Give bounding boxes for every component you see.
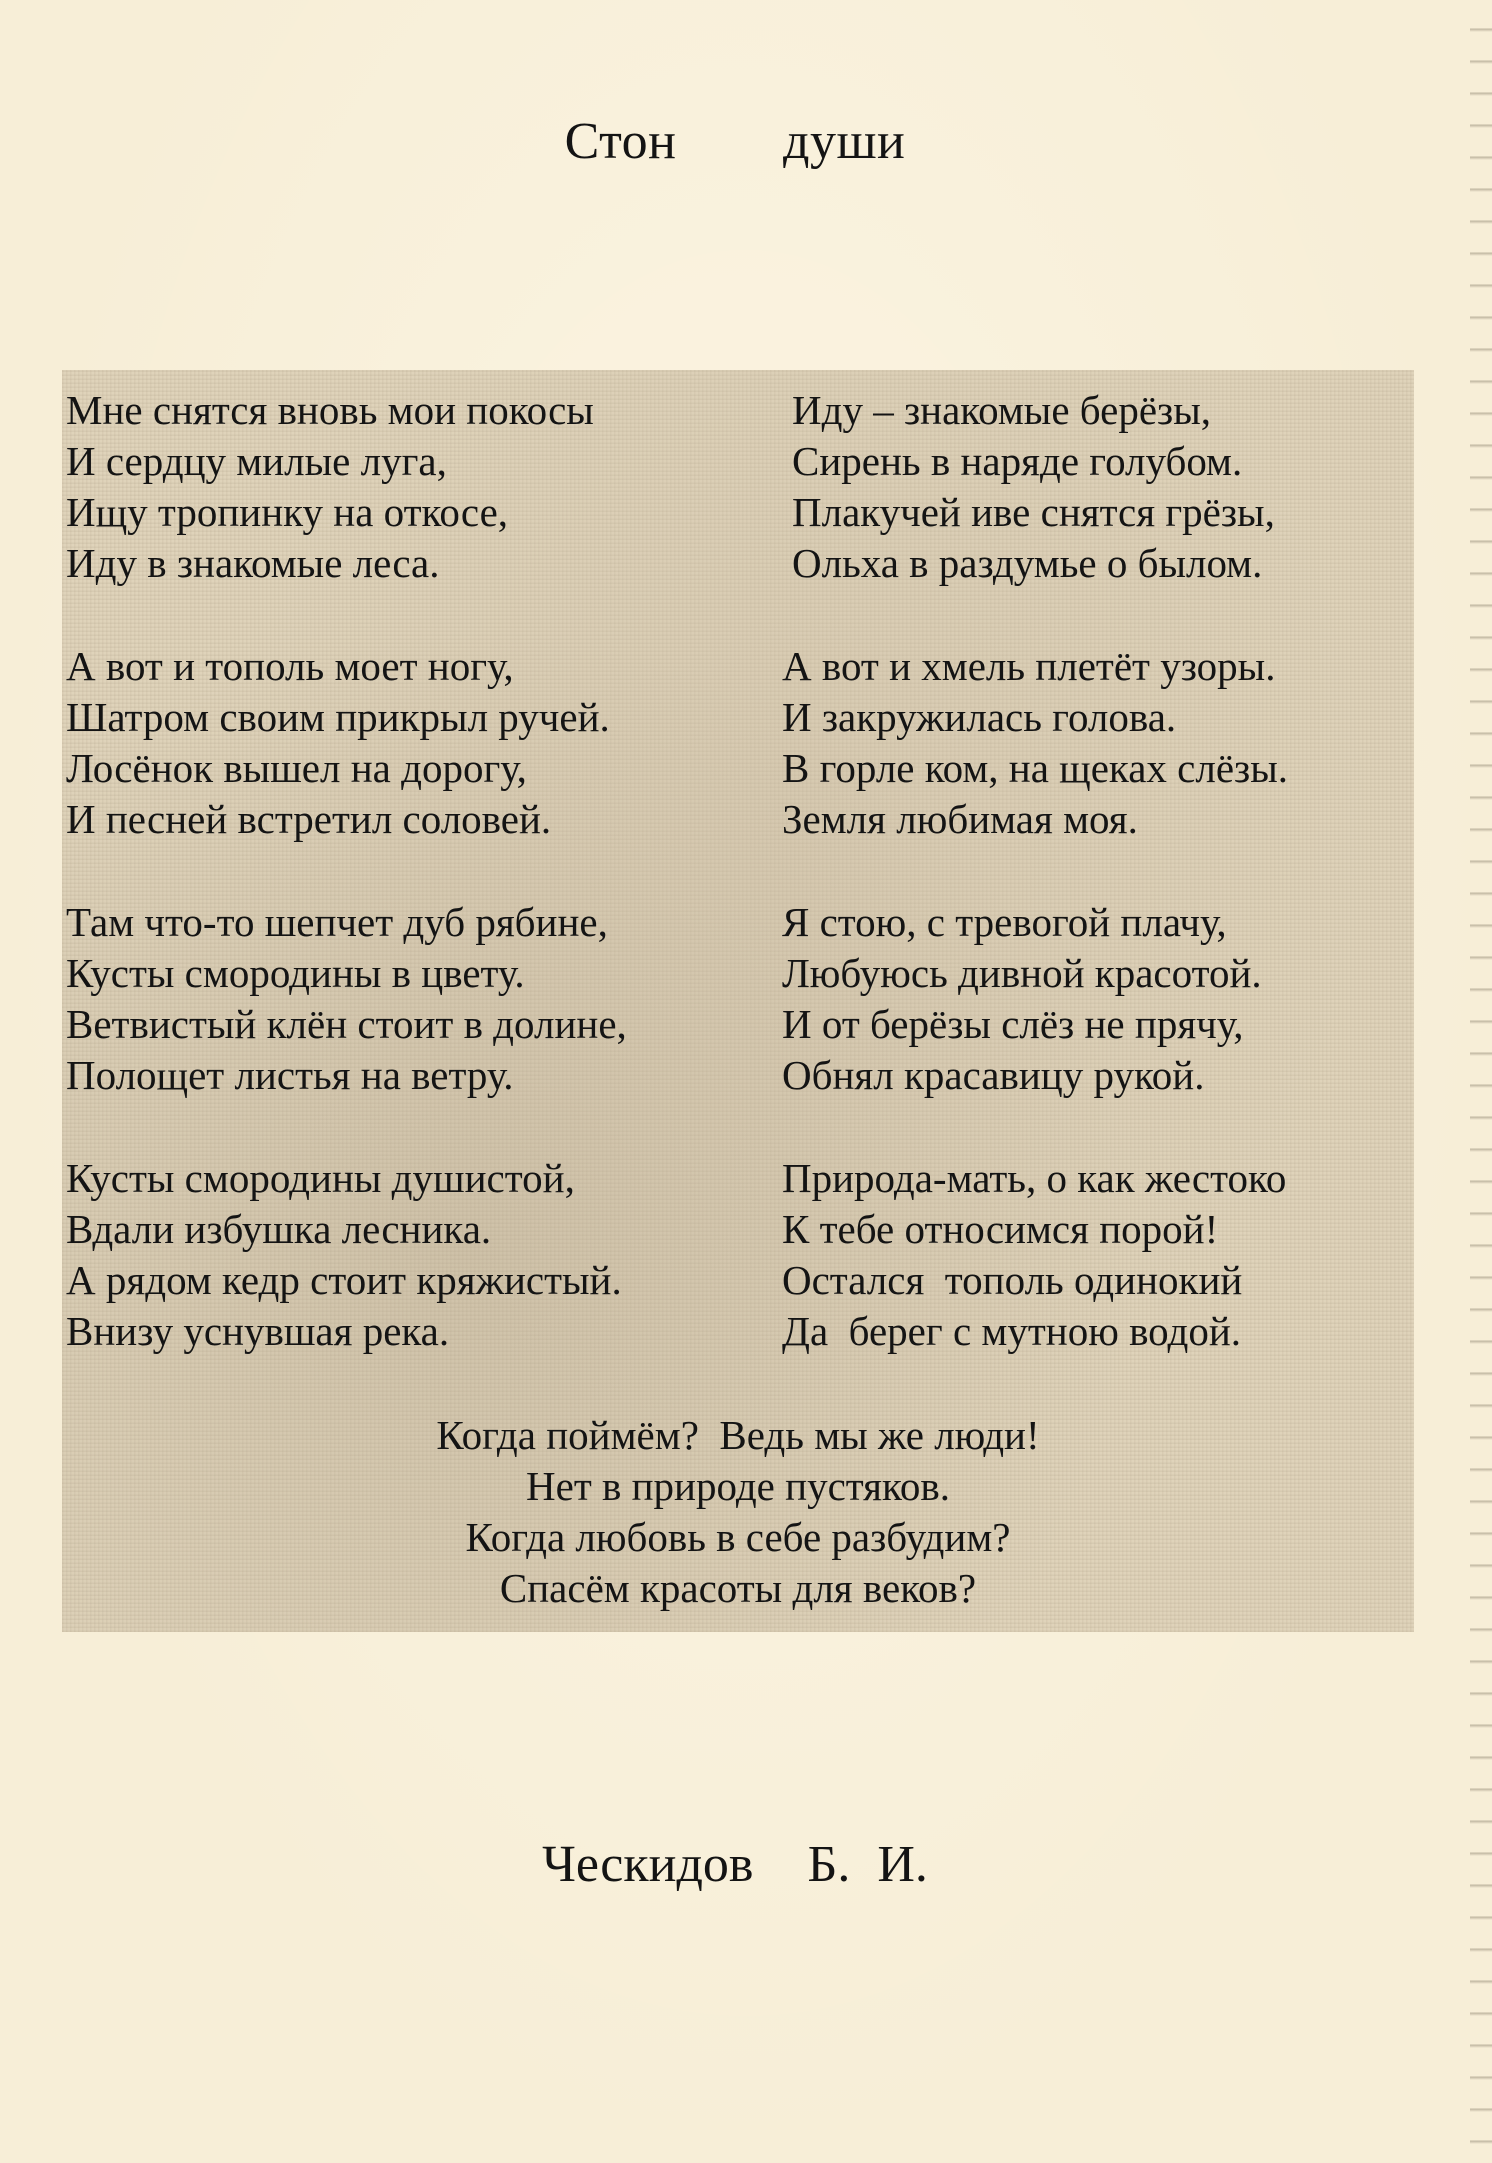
poem-line: В горле ком, на щеках слёзы. [782, 745, 1289, 791]
poem-line: Там что-то шепчет дуб рябине, [66, 899, 608, 945]
poem-line: Да берег с мутною водой. [782, 1308, 1242, 1354]
poem-line: Полощет листья на ветру. [66, 1052, 514, 1098]
poem-line: Внизу уснувшая река. [66, 1308, 450, 1354]
poem-line: Природа-мать, о как жестоко [782, 1155, 1287, 1201]
poem-line: Спасём красоты для веков? [499, 1565, 977, 1611]
poem-background-panel [62, 370, 1414, 1632]
poem-line: И сердцу милые луга, [66, 438, 447, 484]
poem-line: Любуюсь дивной красотой. [782, 950, 1262, 996]
stanza-8 [782, 1153, 1422, 1357]
stanza-5 [782, 385, 1422, 589]
poem-line: И песней встретил соловей. [66, 796, 552, 842]
stanza-3 [66, 897, 766, 1101]
poem-line: Когда поймём? Ведь мы же люди! [436, 1412, 1040, 1458]
final-stanza [62, 1410, 1414, 1614]
poem-line: Лосёнок вышел на дорогу, [66, 745, 527, 791]
poem-line: А рядом кедр стоит кряжистый. [66, 1257, 622, 1303]
stanza-7 [782, 897, 1422, 1101]
poem-right-column [782, 385, 1422, 1409]
poem-line: Сирень в наряде голубом. [792, 438, 1243, 484]
poem-line: Плакучей иве снятся грёзы, [792, 489, 1275, 535]
stanza-4 [66, 1153, 766, 1357]
poem-line: Ветвистый клён стоит в долине, [66, 1001, 627, 1047]
poem-line: Кусты смородины душистой, [66, 1155, 575, 1201]
poem-line: Шатром своим прикрыл ручей. [66, 694, 610, 740]
poem-title: Стон души [564, 113, 906, 170]
poem-line: Кусты смородины в цвету. [66, 950, 525, 996]
author-signature: Ческидов Б. И. [542, 1836, 928, 1893]
poem-line: Остался тополь одинокий [782, 1257, 1243, 1303]
poem-line: Когда любовь в себе разбудим? [465, 1514, 1011, 1560]
poem-line: Земля любимая моя. [782, 796, 1138, 842]
poem-left-column [66, 385, 766, 1409]
stanza-6 [782, 641, 1422, 845]
poem-line: Иду – знакомые берёзы, [792, 387, 1212, 433]
stanza-1 [66, 385, 766, 589]
poem-line: Вдали избушка лесника. [66, 1206, 492, 1252]
poem-line: Ищу тропинку на откосе, [66, 489, 509, 535]
poem-line: Обнял красавицу рукой. [782, 1052, 1205, 1098]
poem-line: Ольха в раздумье о былом. [792, 540, 1263, 586]
poem-line: Нет в природе пустяков. [526, 1463, 950, 1509]
poem-line: Мне снятся вновь мои покосы [66, 387, 594, 433]
poem-line: Иду в знакомые леса. [66, 540, 440, 586]
poem-line: К тебе относимся порой! [782, 1206, 1219, 1252]
poem-line: И закружилась голова. [782, 694, 1177, 740]
poem-line: А вот и хмель плетёт узоры. [782, 643, 1276, 689]
page-edge-perforation [1470, 0, 1492, 2163]
poem-line: Я стою, с тревогой плачу, [782, 899, 1227, 945]
poem-line: И от берёзы слёз не прячу, [782, 1001, 1244, 1047]
stanza-2 [66, 641, 766, 845]
poem-line: А вот и тополь моет ногу, [66, 643, 514, 689]
